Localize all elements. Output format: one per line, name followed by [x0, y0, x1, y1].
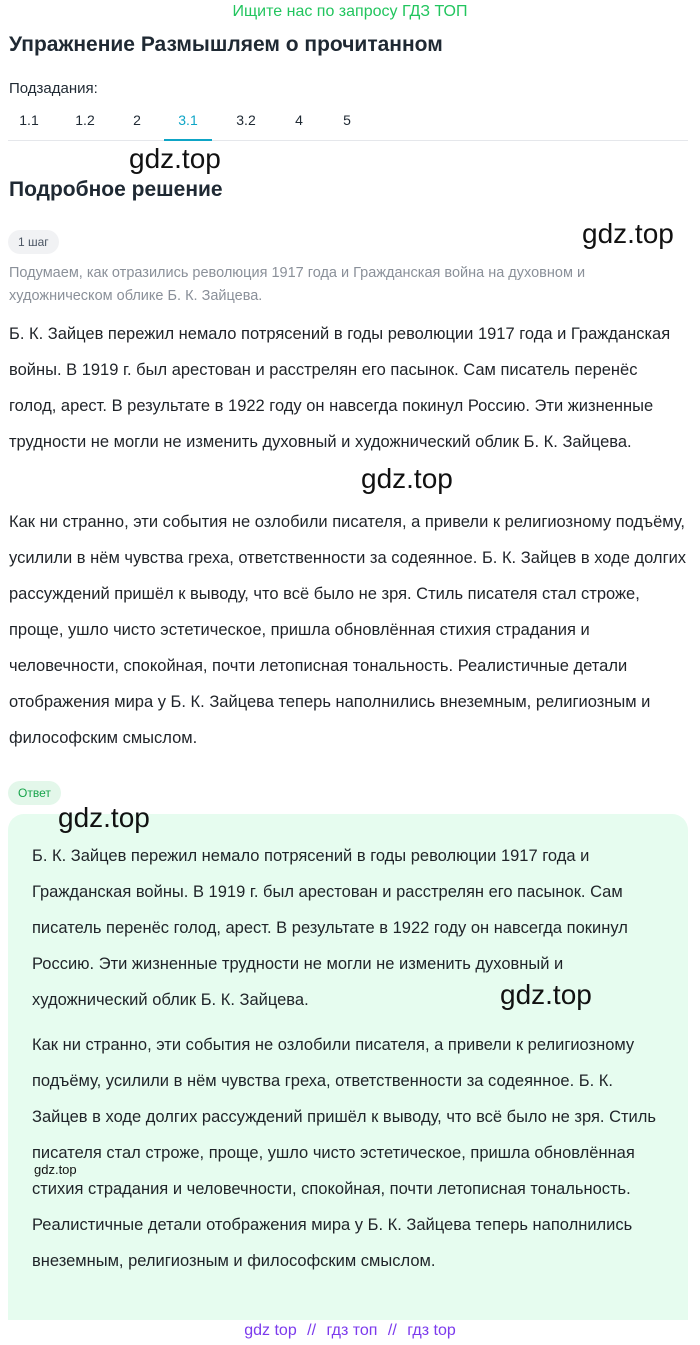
footer-link[interactable]: gdz top	[244, 1322, 297, 1339]
footer-separator: //	[387, 1322, 397, 1339]
footer-separator: //	[307, 1322, 317, 1339]
watermark: gdz.top	[58, 802, 150, 833]
footer-link[interactable]: гдз топ	[326, 1322, 378, 1339]
answer-paragraph: Как ни странно, эти события не озлобили писателя, а привели к религиозному подъёму, усилили в нём чувства греха, ответственности за содеянное. Б. К. Зайцев в ходе долгих рассуждений пришёл к выводу, что всё было не зря. Стиль писателя стал строже, проще, ушло чисто эстетическое, пришла обновлённая стихия страдания и человечности, спокойная, почти летописная тональность. Реалистичные детали отображения мира у Б. К. Зайцева теперь наполнились внеземным, религиозным и философским смыслом.	[32, 1036, 656, 1270]
footer-link[interactable]: гдз top	[407, 1322, 456, 1339]
step-hint: Подумаем, как отразились революция 1917 года и Гражданская война на духовном и художническом облике Б. К. Зайцева.	[9, 265, 586, 304]
solution-paragraph: Б. К. Зайцев пережил немало потрясений в годы революции 1917 года и Гражданская войны. В 1919 г. был арестован и расстрелян его пасынок. Сам писатель перенёс голод, арест. В результате в 1922 году он навсегда покинул Россию. Эти жизненные трудности не могли не изменить духовный и художнический облик Б. К. Зайцева.	[9, 325, 671, 451]
watermark: gdz.top	[34, 1162, 77, 1177]
watermark: gdz.top	[129, 143, 221, 174]
solution-title: Подробное решение	[9, 178, 223, 201]
tab-1-2[interactable]: 1.2	[75, 112, 95, 128]
answer-paragraph: Б. К. Зайцев пережил немало потрясений в годы революции 1917 года и Гражданская войны. В 1919 г. был арестован и расстрелян его пасынок. Сам писатель перенёс голод, арест. В результате в 1922 году он навсегда покинул Россию. Эти жизненные трудности не могли не изменить духовный и художнический облик Б. К. Зайцева.	[32, 847, 628, 1009]
tab-4[interactable]: 4	[295, 112, 303, 128]
subtask-tabs	[8, 101, 688, 141]
answer-box	[8, 814, 688, 1320]
watermark: gdz.top	[582, 218, 674, 249]
answer-badge: Ответ	[8, 781, 61, 805]
tab-3-2[interactable]: 3.2	[236, 112, 256, 128]
tab-5[interactable]: 5	[343, 112, 351, 128]
tab-3-1[interactable]: 3.1	[164, 101, 212, 141]
watermark: gdz.top	[361, 463, 453, 494]
page-title: Упражнение Размышляем о прочитанном	[9, 33, 443, 56]
tab-2[interactable]: 2	[133, 112, 141, 128]
watermark: gdz.top	[500, 979, 592, 1010]
footer-links	[0, 1320, 700, 1342]
tab-1-1[interactable]: 1.1	[19, 112, 39, 128]
step-badge: 1 шаг	[8, 230, 59, 254]
solution-paragraph: Как ни странно, эти события не озлобили писателя, а привели к религиозному подъёму, усилили в нём чувства греха, ответственности за содеянное. Б. К. Зайцев в ходе долгих рассуждений пришёл к выводу, что всё было не зря. Стиль писателя стал строже, проще, ушло чисто эстетическое, пришла обновлённая стихия страдания и человечности, спокойная, почти летописная тональность. Реалистичные детали отображения мира у Б. К. Зайцева теперь наполнились внеземным, религиозным и философским смыслом.	[9, 513, 687, 747]
subtasks-label: Подзадания:	[9, 80, 98, 97]
promo-banner[interactable]: Ищите нас по запросу ГДЗ ТОП	[232, 3, 468, 20]
